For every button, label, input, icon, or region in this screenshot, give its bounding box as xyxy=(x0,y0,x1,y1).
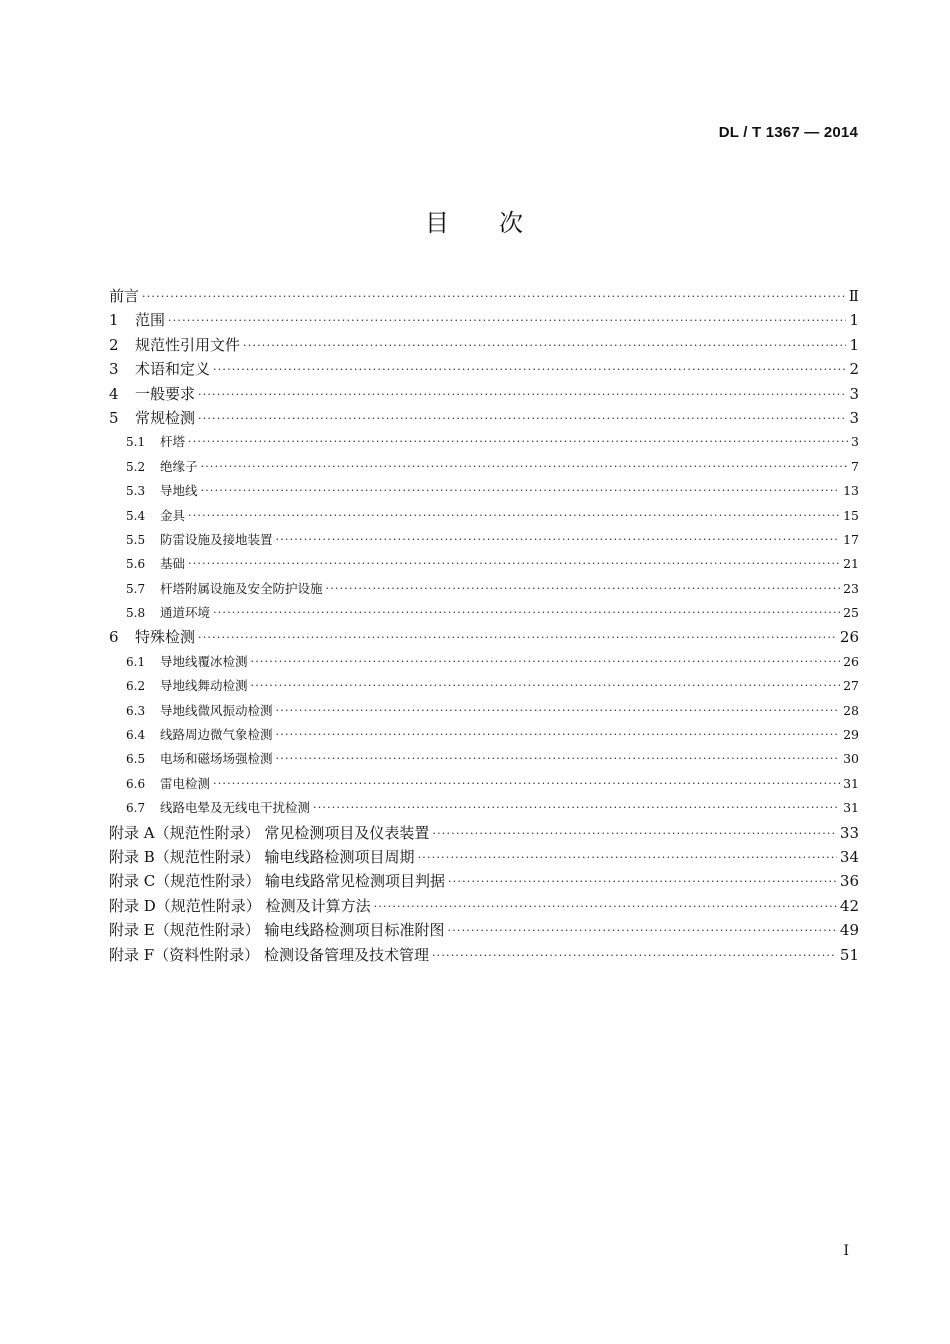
toc-entry-page: 34 xyxy=(839,847,859,866)
toc-leader-dots xyxy=(313,796,840,820)
toc-entry-appendix-f[interactable] xyxy=(109,943,859,967)
toc-entry-number: 5.6 xyxy=(126,557,146,572)
toc-leader-dots xyxy=(188,552,840,576)
toc-entry-label: 线路周边微气象检测 xyxy=(160,727,273,743)
toc-entry-label: 线路电晕及无线电干扰检测 xyxy=(160,800,311,816)
page-title xyxy=(0,203,950,238)
toc-entry-foreword[interactable] xyxy=(109,284,859,308)
toc-entry-6-1[interactable] xyxy=(109,650,859,674)
toc-leader-dots xyxy=(188,430,848,454)
toc-entry-label: 附录 E（规范性附录） 输电线路检测项目标准附图 xyxy=(109,921,445,940)
toc-entry-1[interactable] xyxy=(109,308,859,332)
toc-entry-page: 13 xyxy=(843,483,859,499)
toc-entry-page: 1 xyxy=(849,311,859,330)
toc-entry-number: 6.5 xyxy=(126,752,146,767)
toc-leader-dots xyxy=(251,650,841,674)
toc-entry-page: 17 xyxy=(843,531,859,547)
toc-entry-page: 33 xyxy=(839,823,859,842)
page-number: I xyxy=(843,1243,849,1259)
toc-leader-dots xyxy=(188,504,840,528)
toc-entry-5[interactable] xyxy=(109,406,859,430)
toc-entry-page: 21 xyxy=(843,556,859,572)
toc-entry-page: 36 xyxy=(839,872,859,891)
toc-entry-page: 23 xyxy=(843,580,859,596)
toc-entry-number: 2 xyxy=(109,335,119,354)
toc-leader-dots xyxy=(168,309,846,333)
toc-entry-2[interactable] xyxy=(109,333,859,357)
toc-entry-page: 15 xyxy=(843,507,859,523)
toc-entry-label: 通道环境 xyxy=(160,605,211,621)
toc-entry-number: 6.4 xyxy=(126,728,146,743)
toc-leader-dots xyxy=(276,747,841,771)
toc-entry-label: 杆塔附属设施及安全防护设施 xyxy=(160,580,323,596)
toc-entry-number: 6.3 xyxy=(126,703,146,718)
toc-entry-label: 规范性引用文件 xyxy=(135,335,241,354)
toc-entry-5-8[interactable] xyxy=(109,601,859,625)
toc-entry-number: 1 xyxy=(109,311,119,330)
toc-leader-dots xyxy=(276,528,841,552)
toc-entry-page: 42 xyxy=(839,896,859,915)
table-of-contents xyxy=(109,284,859,967)
toc-entry-number: 5.3 xyxy=(126,484,146,499)
toc-entry-6-4[interactable] xyxy=(109,723,859,747)
toc-entry-number: 5.7 xyxy=(126,581,146,596)
toc-entry-appendix-e[interactable] xyxy=(109,918,859,942)
toc-entry-page: 27 xyxy=(843,678,859,694)
toc-leader-dots xyxy=(243,334,846,358)
toc-entry-label: 导地线覆冰检测 xyxy=(160,653,248,669)
toc-entry-page: 1 xyxy=(849,335,859,354)
toc-entry-5-2[interactable] xyxy=(109,455,859,479)
toc-entry-label: 电场和磁场场强检测 xyxy=(160,751,273,767)
toc-entry-number: 3 xyxy=(109,360,119,379)
toc-entry-appendix-b[interactable] xyxy=(109,845,859,869)
toc-leader-dots xyxy=(198,407,846,431)
toc-entry-label: 一般要求 xyxy=(135,384,196,403)
toc-entry-label: 导地线微风振动检测 xyxy=(160,702,273,718)
toc-leader-dots xyxy=(448,870,837,894)
toc-entry-6[interactable] xyxy=(109,625,859,649)
toc-entry-label: 雷电检测 xyxy=(160,775,211,791)
toc-entry-number: 5.4 xyxy=(126,508,146,523)
standard-code: DL / T 1367 — 2014 xyxy=(718,124,858,141)
toc-entry-5-1[interactable] xyxy=(109,430,859,454)
toc-entry-number: 5.5 xyxy=(126,532,146,547)
toc-entry-number: 5.8 xyxy=(126,606,146,621)
toc-entry-number: 6 xyxy=(109,628,119,647)
toc-entry-number: 5 xyxy=(109,408,119,427)
toc-entry-appendix-c[interactable] xyxy=(109,869,859,893)
toc-entry-5-3[interactable] xyxy=(109,479,859,503)
toc-entry-6-3[interactable] xyxy=(109,699,859,723)
toc-entry-label: 附录 B（规范性附录） 输电线路检测项目周期 xyxy=(109,847,415,866)
toc-entry-page: 26 xyxy=(843,653,859,669)
toc-entry-page: 29 xyxy=(843,727,859,743)
toc-entry-label: 附录 C（规范性附录） 输电线路常见检测项目判据 xyxy=(109,872,446,891)
toc-entry-number: 6.2 xyxy=(126,679,146,694)
toc-entry-page: 31 xyxy=(843,800,859,816)
toc-entry-6-6[interactable] xyxy=(109,772,859,796)
toc-entry-label: 范围 xyxy=(135,311,166,330)
toc-entry-6-5[interactable] xyxy=(109,747,859,771)
toc-entry-label: 附录 D（规范性附录） 检测及计算方法 xyxy=(109,896,371,915)
toc-entry-page: 3 xyxy=(849,408,859,427)
toc-entry-page: 26 xyxy=(839,628,859,647)
toc-entry-page: 51 xyxy=(839,945,859,964)
toc-entry-6-2[interactable] xyxy=(109,674,859,698)
toc-entry-page: 49 xyxy=(839,921,859,940)
toc-entry-page: 25 xyxy=(843,605,859,621)
toc-leader-dots xyxy=(448,919,837,943)
toc-leader-dots xyxy=(251,674,841,698)
toc-leader-dots xyxy=(418,846,837,870)
toc-entry-label: 防雷设施及接地装置 xyxy=(160,531,273,547)
toc-leader-dots xyxy=(326,577,841,601)
toc-leader-dots xyxy=(213,358,846,382)
toc-entry-5-7[interactable] xyxy=(109,577,859,601)
toc-entry-number: 6.6 xyxy=(126,776,146,791)
toc-leader-dots xyxy=(432,944,837,968)
toc-leader-dots xyxy=(201,455,849,479)
toc-entry-label: 附录 A（规范性附录） 常见检测项目及仪表装置 xyxy=(109,823,430,842)
page-title-char-1: 目 xyxy=(425,209,451,237)
toc-entry-label: 术语和定义 xyxy=(135,360,211,379)
toc-entry-label: 基础 xyxy=(160,556,186,572)
toc-leader-dots xyxy=(432,822,837,846)
toc-entry-appendix-d[interactable] xyxy=(109,894,859,918)
toc-entry-number: 6.1 xyxy=(126,654,146,669)
toc-leader-dots xyxy=(198,383,846,407)
toc-entry-label: 绝缘子 xyxy=(160,458,198,474)
toc-leader-dots xyxy=(276,699,841,723)
toc-entry-page: 3 xyxy=(851,434,859,450)
toc-entry-page: 7 xyxy=(851,458,859,474)
toc-entry-label: 杆塔 xyxy=(160,434,186,450)
toc-leader-dots xyxy=(142,285,846,309)
toc-entry-page: Ⅱ xyxy=(848,287,859,305)
toc-leader-dots xyxy=(213,772,840,796)
toc-entry-page: 30 xyxy=(843,751,859,767)
page-title-char-2: 次 xyxy=(499,209,525,237)
toc-entry-number: 5.2 xyxy=(126,459,146,474)
toc-entry-number: 6.7 xyxy=(126,801,146,816)
toc-entry-page: 31 xyxy=(843,775,859,791)
toc-entry-number: 5.1 xyxy=(126,435,146,450)
toc-entry-5-5[interactable] xyxy=(109,528,859,552)
toc-entry-label: 导地线 xyxy=(160,483,198,499)
toc-entry-number: 4 xyxy=(109,384,119,403)
toc-entry-appendix-a[interactable] xyxy=(109,821,859,845)
toc-entry-6-7[interactable] xyxy=(109,796,859,820)
toc-entry-label: 特殊检测 xyxy=(135,628,196,647)
toc-entry-page: 2 xyxy=(849,360,859,379)
toc-entry-3[interactable] xyxy=(109,357,859,381)
toc-leader-dots xyxy=(198,626,837,650)
toc-entry-page: 28 xyxy=(843,702,859,718)
toc-leader-dots xyxy=(374,895,837,919)
toc-entry-label: 前言 xyxy=(109,287,140,305)
toc-entry-label: 常规检测 xyxy=(135,408,196,427)
toc-leader-dots xyxy=(213,601,840,625)
toc-entry-page: 3 xyxy=(849,384,859,403)
toc-leader-dots xyxy=(201,479,841,503)
toc-entry-5-4[interactable] xyxy=(109,504,859,528)
toc-entry-label: 金具 xyxy=(160,507,186,523)
toc-entry-5-6[interactable] xyxy=(109,552,859,576)
toc-leader-dots xyxy=(276,723,841,747)
toc-entry-label: 附录 F（资料性附录） 检测设备管理及技术管理 xyxy=(109,945,429,964)
toc-entry-label: 导地线舞动检测 xyxy=(160,678,248,694)
toc-entry-4[interactable] xyxy=(109,382,859,406)
